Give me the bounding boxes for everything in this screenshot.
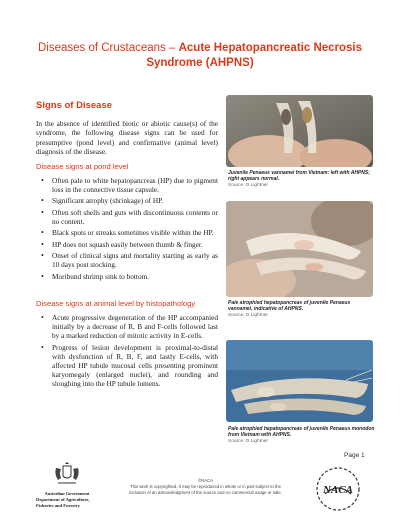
photo-source: Source: D Lightner	[228, 439, 268, 444]
photo-caption: Pale atrophied hepatopancreas of juvenile Penaeus vannamei, indicative of AHPNS.	[228, 300, 351, 313]
photo-source: Source: D Lightner	[228, 313, 268, 318]
title-series: Diseases of Crustaceans –	[37, 42, 179, 54]
government-name: Australian Government	[44, 491, 90, 496]
page-title	[0, 41, 400, 71]
list-item: • Progress of lesion development is proximal-to-distal with dysfunction of R, B, F, and lastly E-cells, with affected HP tubule mucosal cells presenting prominent karyomegaly (enlarged nuclei), and rounding and sloughing into the HP tubule lumens.	[36, 343, 218, 388]
photo-shrimp-comparison	[226, 95, 373, 167]
copyright-text: inclusion of an acknowledgment of the source and no commercial usage or sale.	[129, 490, 282, 495]
pond-signs-list	[36, 176, 218, 281]
list-item: • Black spots or streaks sometimes visible within the HP.	[36, 228, 218, 237]
coat-of-arms-icon	[52, 462, 82, 486]
page-number: Page 1	[344, 452, 365, 459]
list-item: • HP does not squash easily between thumb & finger.	[36, 240, 218, 249]
photo-caption: Juvenile Penaeus vannamei from Vietnam: left with AHPNS; right appears normal.	[228, 170, 370, 183]
department-line: Fisheries and Forestry	[36, 502, 81, 508]
copyright-text: This work is copyrighted. It may be reproduced in whole or in part subject to the	[130, 484, 281, 489]
photo-source: Source: D Lightner	[228, 183, 268, 188]
histopathology-signs-list	[36, 313, 218, 388]
list-item: • Often pale to white hepatopancreas (HP) due to pigment loss in the connective tissue capsule.	[36, 176, 218, 194]
photo-atrophied-hp-vannamei	[226, 201, 373, 297]
photo-atrophied-hp-monodon	[226, 340, 373, 422]
list-item: • Significant atrophy (shrinkage) of HP.	[36, 196, 218, 205]
title-topic-line1: Acute Hepatopancreatic Necrosis	[178, 42, 363, 54]
svg-text:NACA: NACA	[323, 484, 353, 496]
photo-caption: Pale atrophied hepatopancreas of juvenile Penaeus monodon from Vietnam with AHPNS.	[228, 426, 375, 439]
copyright-notice	[108, 478, 303, 496]
naca-logo	[313, 464, 363, 514]
section-heading: Signs of Disease	[36, 100, 113, 111]
list-item: • Moribund shrimp sink to bottom.	[36, 272, 218, 281]
list-item: • Acute progressive degeneration of the HP accompanied initially by a decrease of R, B and F-cells followed last by a marked reduction of mitotic activity in E-cells.	[36, 313, 218, 340]
australian-government-logo	[36, 462, 98, 496]
list-item: • Often soft shells and guts with discontinuous contents or no content.	[36, 208, 218, 226]
main-text-column	[36, 100, 218, 390]
copyright-holder: ©NACA	[197, 478, 214, 483]
intro-paragraph: In the absence of identified biotic or abiotic cause(s) of the syndrome, the following disease signs can be used for presumptive (pond level) and confirmative (animal level) diagnosis of the disease.	[36, 119, 218, 157]
title-topic-line2: Syndrome (AHPNS)	[146, 57, 254, 69]
pond-level-heading: Disease signs at pond level	[36, 161, 129, 171]
department-name	[36, 497, 108, 508]
department-line: Department of Agriculture,	[36, 497, 90, 502]
histopathology-heading: Disease signs at animal level by histopathology	[36, 299, 196, 309]
list-item: • Onset of clinical signs and mortality starting as early as 10 days post stocking.	[36, 251, 218, 269]
